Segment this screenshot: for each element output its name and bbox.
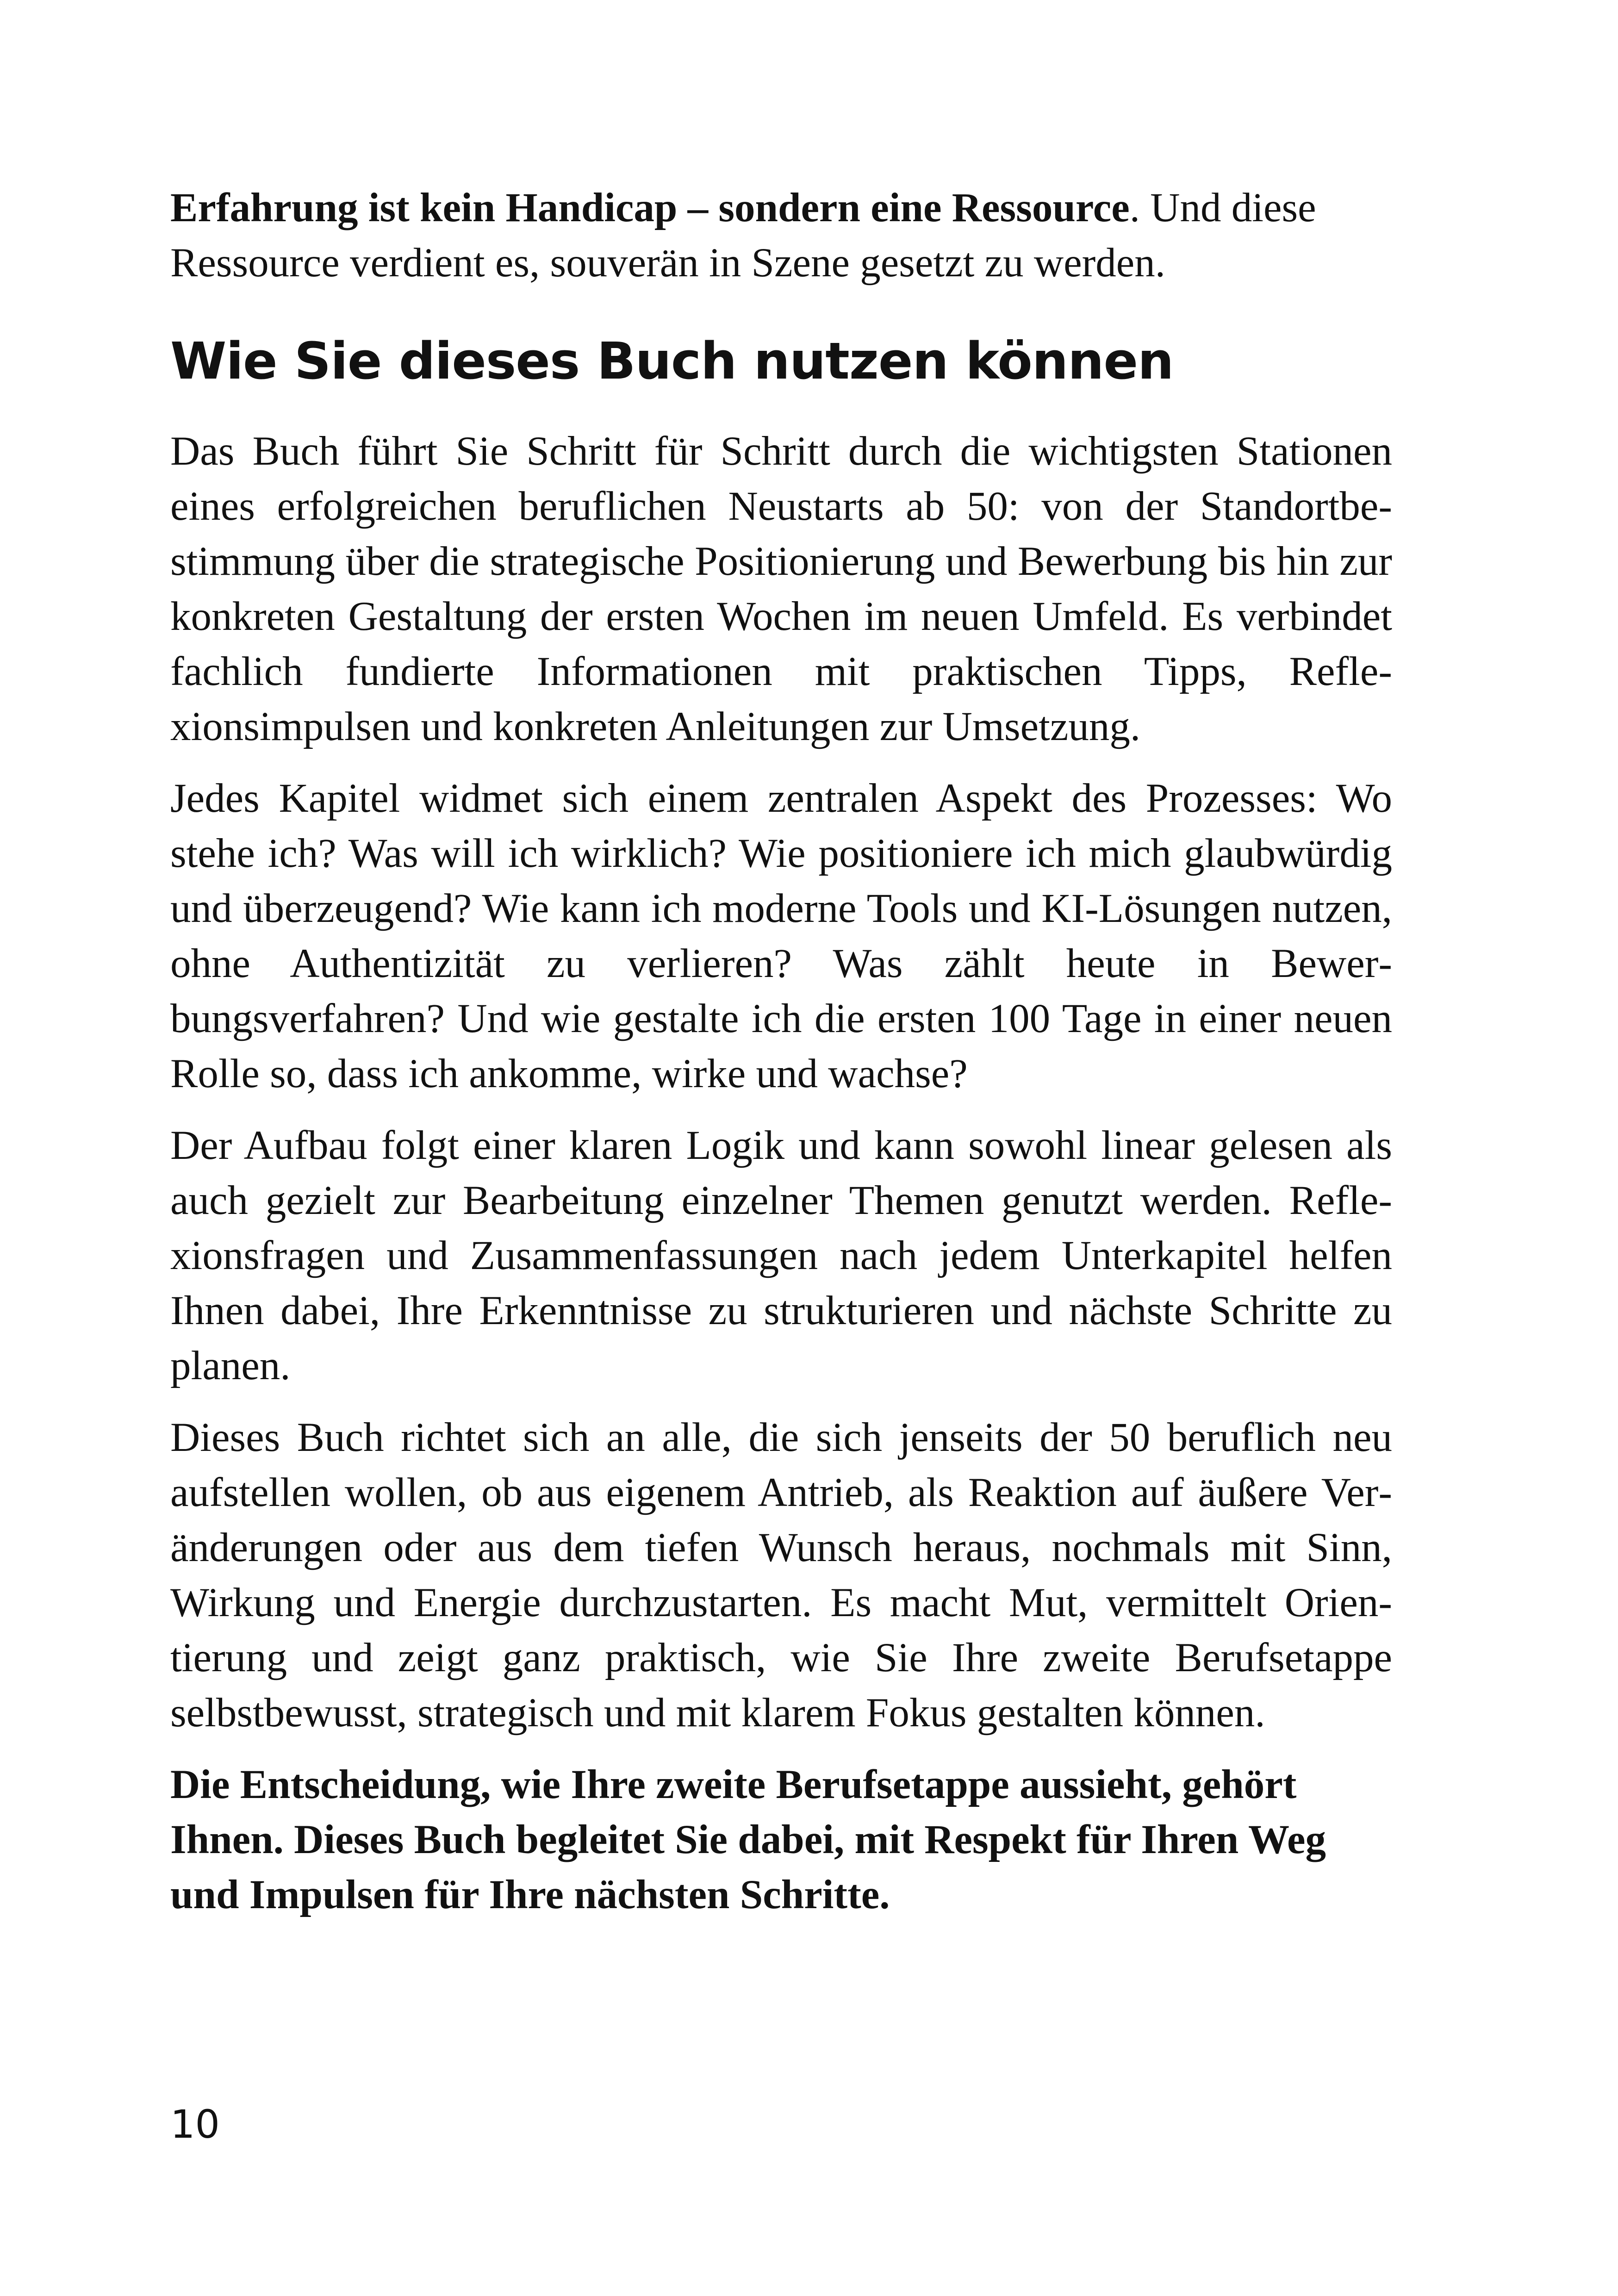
- intro-bold-statement: Erfahrung ist kein Handicap – sondern eine Ressource: [170, 185, 1130, 230]
- body-paragraph-1: Das Buch führt Sie Schritt für Schritt durch die wichtigsten Stationen eines erfolgreichen beruflichen Neustarts ab 50: von der Standortbestimmung über die strategische Positionierung und Bewerbung bis hin zur konkreten Gestaltung der ersten Wochen im neuen Umfeld. Es verbindet fachlich fundierte Informationen mit praktischen Tipps, Reflexionsimpulsen und konkreten Anleitungen zur Umsetzung.: [170, 429, 1392, 749]
- body-paragraph-4: Dieses Buch richtet sich an alle, die sich jenseits der 50 beruflich neu aufstellen wollen, ob aus eigenem Antrieb, als Reaktion auf äußere Veränderungen oder aus dem tiefen Wunsch heraus, nochmals mit Sinn, Wirkung und Energie durchzustarten. Es macht Mut, vermittelt Orientierung und zeigt ganz praktisch, wie Sie Ihre zweite Berufsetappe selbstbewusst, strategisch und mit klarem Fokus gestalten können.: [170, 1415, 1392, 1736]
- page-number: 10: [170, 2102, 220, 2147]
- body-paragraph-2: Jedes Kapitel widmet sich einem zentralen Aspekt des Prozesses: Wo stehe ich? Was will ich wirklich? Wie positioniere ich mich glaubwürdig und überzeugend? Wie kann ich moderne Tools und KI-Lösungen nutzen, ohne Authentizität zu verlieren? Was zählt heute in Bewerbungsverfahren? Und wie gestalte ich die ersten 100 Tage in einer neuen Rolle so, dass ich ankomme, wirke und wachse?: [170, 776, 1392, 1096]
- closing-paragraph: Die Entscheidung, wie Ihre zweite Berufsetappe aussieht, gehört Ihnen. Dieses Buch begleitet Sie dabei, mit Respekt für Ihren Weg und Impulsen für Ihre nächsten Schritte.: [170, 1762, 1326, 1917]
- body-paragraph-3: Der Aufbau folgt einer klaren Logik und kann sowohl linear gelesen als auch gezielt zur Bearbeitung einzelner Themen genutzt werden. Reflexionsfragen und Zusammenfassungen nach jedem Unterkapitel helfen Ihnen dabei, Ihre Erkenntnisse zu strukturieren und nächste Schritte zu planen.: [170, 1123, 1392, 1388]
- section-heading: Wie Sie dieses Buch nutzen können: [170, 331, 1174, 391]
- intro-rest-text: . Und diese Ressource verdient es, souverän in Szene gesetzt zu werden.: [170, 185, 1316, 286]
- page-content: [170, 180, 1392, 1939]
- intro-paragraph: [170, 180, 1392, 291]
